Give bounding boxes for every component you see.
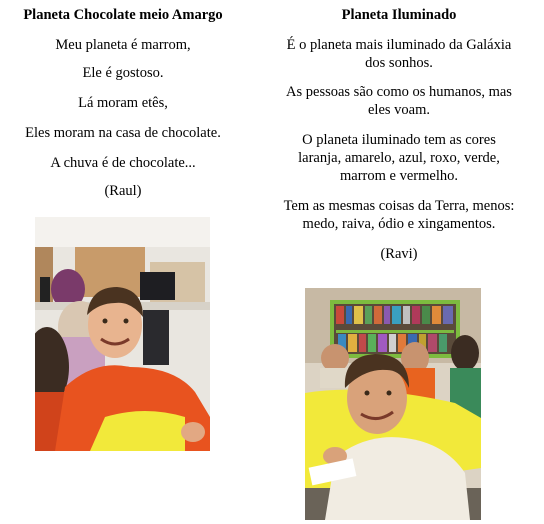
poem-stanza [254,197,544,233]
poem-line: Meu planeta é marrom, [55,37,191,53]
poem-line: (Ravi) [380,246,418,262]
poem-line: É o planeta mais iluminado da Galáxia [286,37,512,53]
poem-line: O planeta iluminado tem as cores [302,132,496,148]
poem-line: medo, raiva, ódio e xingamentos. [302,216,496,232]
poem-line: eles voam. [367,102,430,118]
poem-right [254,0,544,263]
poem-line: As pessoas são como os humanos, mas [286,84,512,100]
poem-author: (Raul) [104,183,142,199]
poem-left [0,0,246,200]
poem-stanza [254,36,544,72]
poem-stanza [254,131,544,185]
poem-line: laranja, amarelo, azul, roxo, verde, [298,150,500,166]
poem-title: Planeta Iluminado [341,7,457,23]
poem-line: A chuva é de chocolate... [50,155,196,171]
poem-line: Eles moram na casa de chocolate. [25,125,221,141]
poem-stanza [254,83,544,119]
poem-line: dos sonhos. [365,55,433,71]
poem-line: Lá moram etês, [78,95,168,111]
poem-line: Ele é gostoso. [82,65,164,81]
poem-line: Tem as mesmas coisas da Terra, menos: [283,198,515,214]
poem-line: marrom e vermelho. [340,168,458,184]
photo-raul [35,217,210,451]
poem-author [254,245,544,263]
poem-title: Planeta Chocolate meio Amargo [23,7,223,23]
photo-ravi [305,288,481,520]
